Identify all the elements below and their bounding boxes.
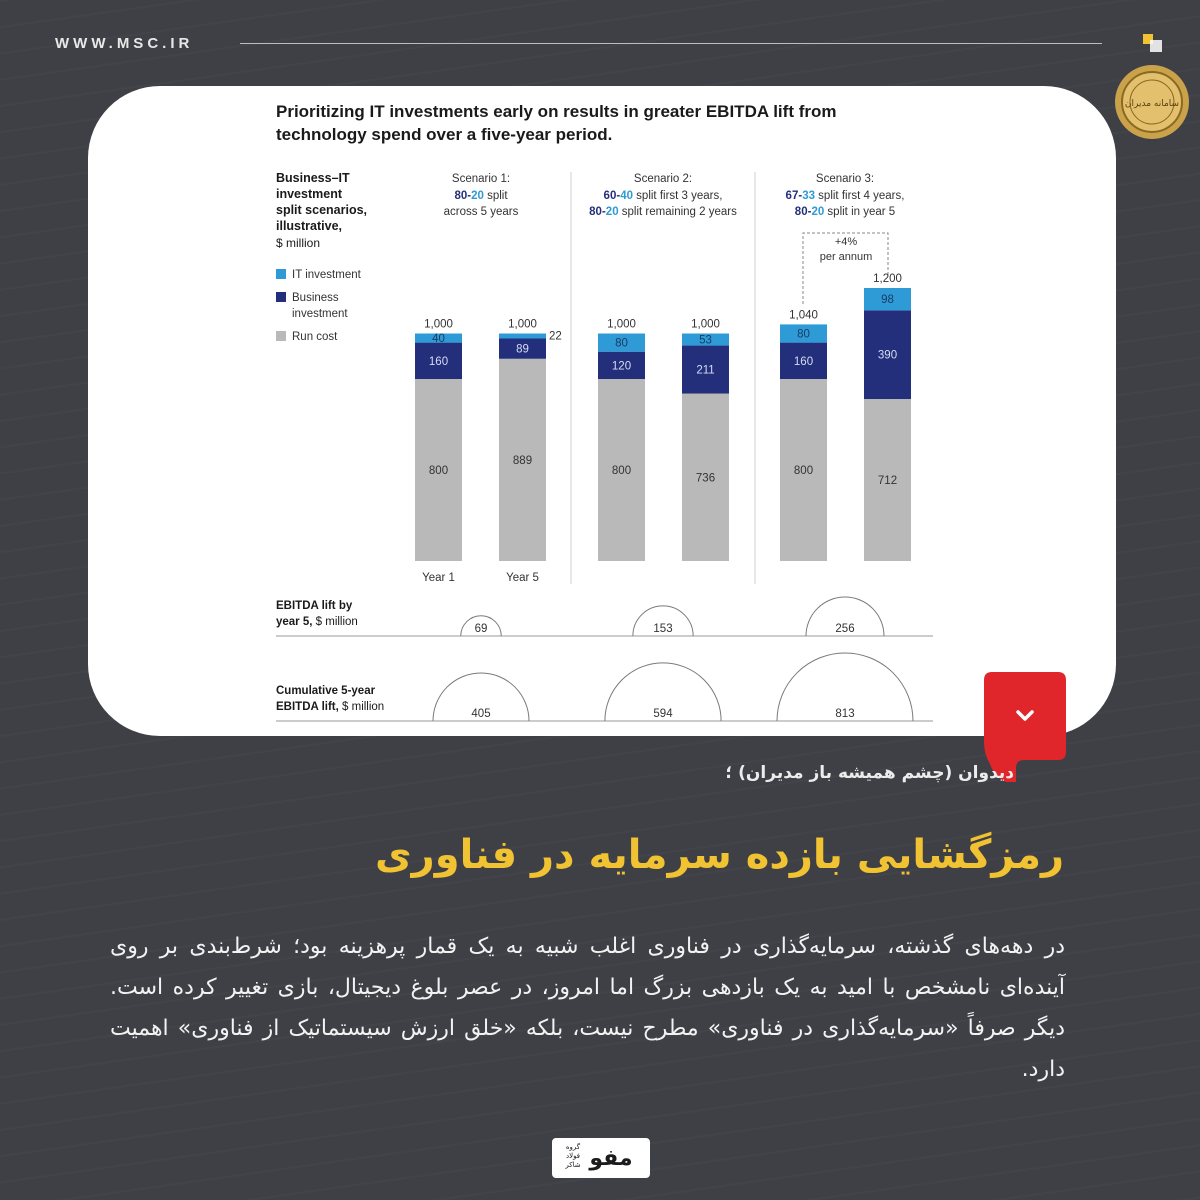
x-tick-label: Year 1 xyxy=(422,572,455,584)
value-label-run-cost: 712 xyxy=(877,475,898,488)
cumulative-lift-value: 813 xyxy=(835,708,855,720)
growth-note-2: per annum xyxy=(819,251,873,263)
legend-swatch-it xyxy=(276,269,286,279)
legend-label-business: Business xyxy=(292,292,339,304)
cumulative-label-1: Cumulative 5-year xyxy=(276,685,376,697)
cumulative-label-2: EBITDA lift, $ million xyxy=(276,701,385,713)
body-paragraph: در دهه‌های گذشته، سرمایه‌گذاری در فناوری اغلب شبیه به یک قمار پرهزینه بود؛ شرط‌بندی بر روی آینده‌ای نامشخص با امید به یک بازدهی بزرگ اما امروز، در عصر بلوغ دیجیتال، بازی تغییر کرده است. دیگر صرفاً «سرمایه‌گذاری در فناوری» مطرح نیست، بلکه «خلق ارزش سیستماتیک از فناوری» اهمیت دارد. xyxy=(110,934,1065,1082)
cumulative-lift-value: 594 xyxy=(653,708,673,720)
scenario-name: Scenario 2: xyxy=(633,173,693,185)
legend-label-it: IT investment xyxy=(292,269,361,281)
headline: رمزگشایی بازده سرمایه در فناوری xyxy=(375,832,1064,878)
scenario-split-line: 67-33 split first 4 years, xyxy=(785,190,905,202)
legend-heading-1: Business–IT xyxy=(276,171,350,185)
scenario-name: Scenario 3: xyxy=(815,173,875,185)
legend-unit: $ million xyxy=(276,236,321,250)
growth-note-1: +4% xyxy=(834,236,858,248)
it-investment-chart xyxy=(88,86,1116,736)
seal-badge-icon xyxy=(1112,62,1192,142)
ebitda-arcs xyxy=(433,597,913,721)
value-label-run-cost: 800 xyxy=(428,465,449,477)
legend-label-business-2: investment xyxy=(292,308,348,320)
value-label-business: 160 xyxy=(793,355,814,368)
legend-label-run: Run cost xyxy=(292,331,338,343)
value-label-it: 53 xyxy=(699,334,712,347)
value-label-run-cost: 889 xyxy=(512,454,533,467)
footer-logo-mark: مفو xyxy=(589,1145,633,1171)
legend-heading-2: investment xyxy=(276,187,342,201)
value-label-it: 80 xyxy=(797,328,810,341)
ebitda-label-1: EBITDA lift by xyxy=(276,600,353,612)
caption: دیدوان (چشم همیشه باز مدیران) ؛ xyxy=(725,763,1014,783)
footer-logo[interactable] xyxy=(552,1138,650,1178)
value-label-run-cost: 800 xyxy=(611,465,632,477)
value-label-it: 40 xyxy=(432,333,445,346)
total-label: 1,200 xyxy=(873,273,902,285)
value-label-business: 160 xyxy=(428,355,449,368)
stacked-bars xyxy=(415,273,911,584)
value-label-it: 22 xyxy=(549,330,562,343)
seal-text: سامانه مدیران xyxy=(1124,99,1180,109)
total-label: 1,040 xyxy=(789,309,818,322)
footer-logo-small-text: گروه فولاد شاکر xyxy=(565,1143,581,1169)
value-label-business: 390 xyxy=(877,349,898,362)
chart-title-line2: technology spend over a five-year period. xyxy=(276,125,613,144)
brand-squares-icon xyxy=(1141,31,1167,57)
value-label-it: 80 xyxy=(615,337,628,350)
value-label-business: 89 xyxy=(516,343,529,356)
scenario-split-line-2: across 5 years xyxy=(443,206,519,218)
x-tick-label: Year 5 xyxy=(506,572,539,584)
total-label: 1,000 xyxy=(607,318,636,331)
legend-swatch-business xyxy=(276,292,286,302)
value-label-run-cost: 736 xyxy=(695,472,716,485)
header-divider xyxy=(240,43,1102,44)
legend-swatch-run xyxy=(276,331,286,341)
ebitda-label-2: year 5, $ million xyxy=(276,616,358,628)
ebitda-lift-value: 153 xyxy=(653,623,673,635)
scenario-split-line: 80-20 split xyxy=(454,190,508,202)
ebitda-lift-value: 69 xyxy=(474,623,488,635)
scenario-split-line-2: 80-20 split in year 5 xyxy=(794,206,896,218)
total-label: 1,000 xyxy=(691,318,720,331)
chart-title-line1: Prioritizing IT investments early on results in greater EBITDA lift from xyxy=(276,102,837,121)
scenario-split-line: 60-40 split first 3 years, xyxy=(603,190,723,202)
ebitda-lift-value: 256 xyxy=(835,623,855,635)
scenario-name: Scenario 1: xyxy=(451,173,511,185)
total-label: 1,000 xyxy=(424,318,453,331)
scenario-split-line-2: 80-20 split remaining 2 years xyxy=(589,206,737,218)
chart-card xyxy=(88,86,1116,736)
bar-segment-it xyxy=(499,334,546,339)
value-label-business: 120 xyxy=(611,360,632,373)
cumulative-lift-value: 405 xyxy=(471,708,491,720)
site-url[interactable]: WWW.MSC.IR xyxy=(55,35,194,52)
total-label: 1,000 xyxy=(508,318,537,331)
legend-heading-3: split scenarios, xyxy=(276,203,368,217)
scenario-headers xyxy=(444,173,905,218)
legend-heading-4: illustrative, xyxy=(276,219,342,233)
value-label-it: 98 xyxy=(881,294,894,307)
value-label-business: 211 xyxy=(696,364,715,377)
value-label-run-cost: 800 xyxy=(793,465,814,477)
